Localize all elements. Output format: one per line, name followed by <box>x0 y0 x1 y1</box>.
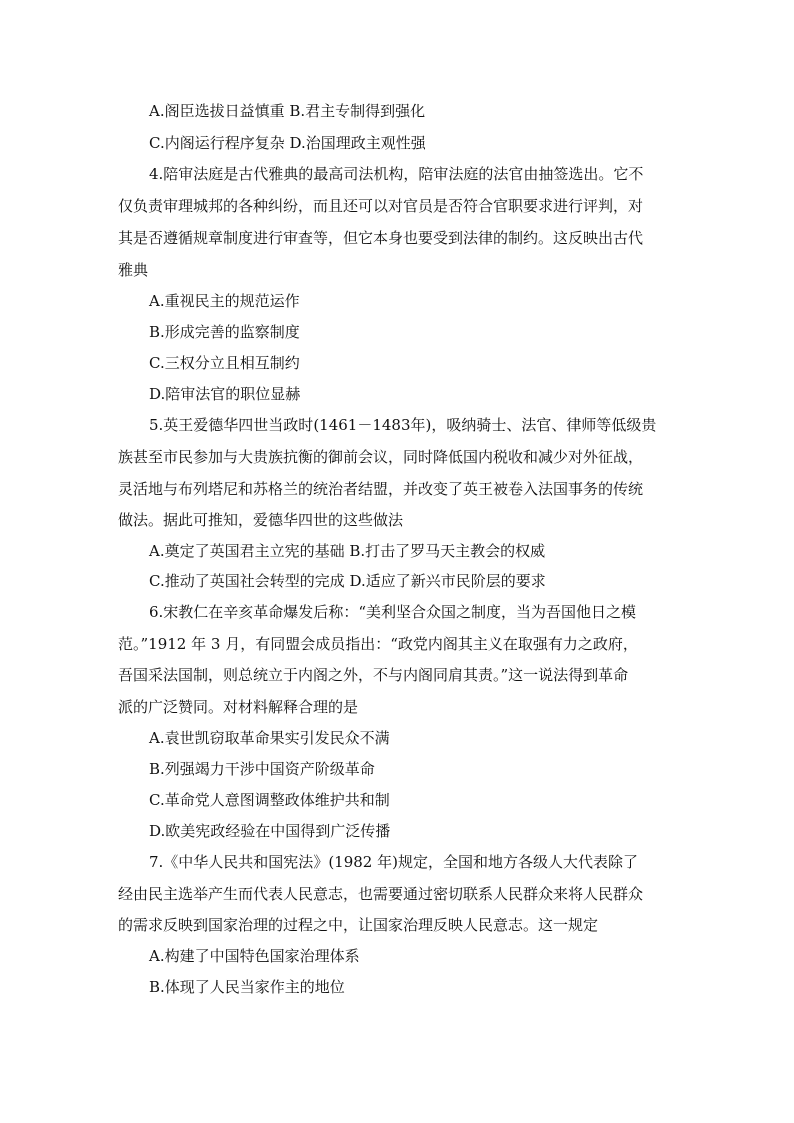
q4-stem-line-2: 仅负责审理城邦的各种纠纷，而且还可以对官员是否符合官职要求进行评判，对 <box>118 197 644 215</box>
q5-stem-line-3: 灵活地与布列塔尼和苏格兰的统治者结盟，并改变了英王被卷入法国事务的传统 <box>118 480 644 498</box>
q5-stem-line-4: 做法。据此可推知，爱德华四世的这些做法 <box>118 511 404 529</box>
q6-stem-line-2: 范。”1912 年 3 月，有同盟会成员指出：“政党内阁其主义在取强有力之政府， <box>118 635 638 653</box>
q4-option-d: D.陪审法官的职位显赫 <box>149 385 301 403</box>
q4-option-b: B.形成完善的监察制度 <box>149 323 300 341</box>
q6-option-b: B.列强竭力干涉中国资产阶级革命 <box>149 760 375 778</box>
q4-stem-line-4: 雅典 <box>118 261 149 279</box>
q4-option-c: C.三权分立且相互制约 <box>149 354 300 372</box>
q3-options-line-1: A.阁臣选拔日益慎重 B.君主专制得到强化 <box>149 102 426 120</box>
q4-option-a: A.重视民主的规范运作 <box>149 292 300 310</box>
q7-stem-line-3: 的需求反映到国家治理的过程之中，让国家治理反映人民意志。这一规定 <box>118 916 599 934</box>
q3-options-line-2: C.内阁运行程序复杂 D.治国理政主观性强 <box>149 134 426 152</box>
q6-option-d: D.欧美宪政经验在中国得到广泛传播 <box>149 822 391 840</box>
q7-stem-line-2: 经由民主选举产生而代表人民意志，也需要通过密切联系人民群众来将人民群众 <box>118 885 644 903</box>
q5-stem-line-2: 族甚至市民参加与大贵族抗衡的御前会议，同时降低国内税收和减少对外征战， <box>118 448 644 466</box>
q5-options-line-1: A.奠定了英国君主立宪的基础 B.打击了罗马天主教会的权威 <box>149 542 546 560</box>
q6-stem-line-1: 6.宋教仁在辛亥革命爆发后称：“美利坚合众国之制度，当为吾国他日之模 <box>149 603 636 621</box>
q4-stem-line-3: 其是否遵循规章制度进行审查等，但它本身也要受到法律的制约。这反映出古代 <box>118 229 644 247</box>
q7-option-b: B.体现了人民当家作主的地位 <box>149 978 345 996</box>
q7-option-a: A.构建了中国特色国家治理体系 <box>149 947 360 965</box>
q5-options-line-2: C.推动了英国社会转型的完成 D.适应了新兴市民阶层的要求 <box>149 572 546 590</box>
q6-stem-line-4: 派的广泛赞同。对材料解释合理的是 <box>118 698 359 716</box>
q6-option-a: A.袁世凯窃取革命果实引发民众不满 <box>149 729 390 747</box>
q4-stem-line-1: 4.陪审法庭是古代雅典的最高司法机构，陪审法庭的法官由抽签选出。它不 <box>149 165 644 183</box>
q6-option-c: C.革命党人意图调整政体维护共和制 <box>149 791 390 809</box>
q6-stem-line-3: 吾国采法国制，则总统立于内阁之外，不与内阁同肩其责。”这一说法得到革命 <box>118 666 629 684</box>
q5-stem-line-1: 5.英王爱德华四世当政时(1461－1483年)，吸纳骑士、法官、律师等低级贵 <box>149 416 657 434</box>
q7-stem-line-1: 7.《中华人民共和国宪法》(1982 年)规定，全国和地方各级人大代表除了 <box>149 853 638 871</box>
